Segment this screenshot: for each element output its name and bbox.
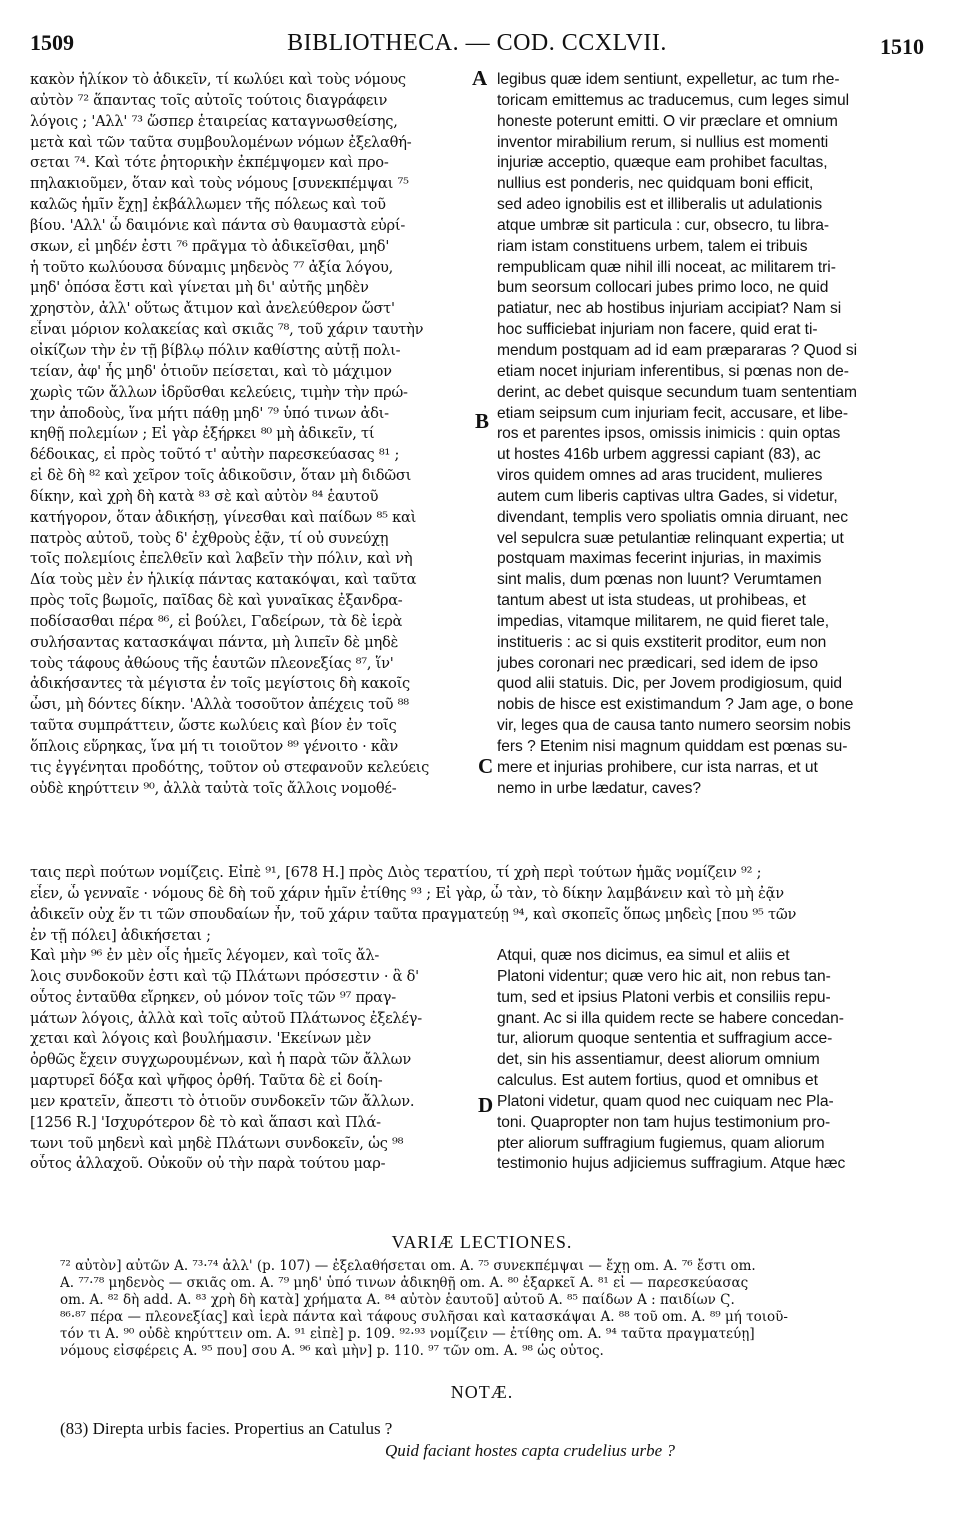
greek-text-line: λοις συνδοκοῦν ἐστι καὶ τῷ Πλάτωνι πρόσεστιν · ἃ δ' (30, 967, 419, 985)
latin-text-line: sed adeo ignobilis est et illiberalis ut adulationis (497, 196, 823, 214)
latin-text-line: divendant, templis vero spoliatis omnia diruant, nec (497, 508, 849, 526)
latin-text-line: inventor mirabilium rerum, si nullius est momenti (497, 133, 829, 151)
latin-text-line: nullius est ponderis, nec quidquam boni efficit, (497, 175, 814, 193)
variant-reading-line: om. A. ⁸² δὴ add. A. ⁸³ χρὴ δὴ κατὰ] χρήματα A. ⁸⁴ αὐτὸν ἑαυτοῦ] αὐτοῦ A. ⁸⁵ παίδων A : παιδίων Ϛ. (60, 1292, 735, 1309)
latin-text-line: patiatur, nec ab hostibus injuriam accipiat? Nam si (497, 300, 842, 318)
latin-text-line: nemo in urbe lædatur, caves? (497, 779, 702, 797)
latin-text-line: viros quidem omnes ad aras trucident, mulieres (497, 467, 823, 485)
latin-text-line: Platoni videntur; quæ vero hic ait, non rebus tan- (497, 967, 831, 985)
latin-text-line: toni. Quapropter non tam hujus testimonium pro- (497, 1113, 831, 1131)
greek-column-top (30, 70, 475, 800)
greek-text-line: αὐτὸν ⁷² ἅπαντας τοῖς αὐτοῖς τούτοις διαγράφειν (30, 91, 388, 109)
greek-text-line: ταις περὶ πούτων νομίζεις. Εἰπὲ ⁹¹, [678 H.] πρὸς Διὸς τερατίου, τί χρὴ περὶ τούτων ἡμᾶς νομίζειν ⁹² ; (30, 864, 762, 881)
greek-text-line: εἶεν, ὦ γενναῖε · νόμους δὲ δὴ τοῦ χάριν ἡμῖν ἐτίθης ⁹³ ; Εἰ γὰρ, ὦ τὰν, τὸ δίκην λαμβάνειν καὶ τὸ μὴ ἐᾷν (30, 884, 784, 902)
greek-text-line: οὗτος ἀλλαχοῦ. Οὐκοῦν οὐ τὴν παρὰ τούτου μαρ- (30, 1155, 386, 1173)
greek-text-line: ταῦτα συμπράττειν, ὥστε κωλύεις καὶ βίον ἐν τοῖς (30, 717, 397, 735)
greek-text-line: ἐν τῇ πόλει] ἀδικήσεται ; (30, 926, 211, 944)
latin-text-line: gnant. Ac si illa quidem recte se habere concedan- (497, 1009, 844, 1027)
latin-text-line: toricam emittemus ac traducemus, cum leges simul (497, 91, 850, 109)
latin-text-line: sint malis, dum pœnas non luunt? Verumtamen (497, 571, 822, 589)
greek-text-line: εἶναι μόριον κολακείας καὶ σκιᾶς ⁷⁸, τοῦ χάριν ταυτὴν (30, 321, 424, 339)
greek-text-line: πηλακιοῦμεν, ὅταν καὶ τοὺς νόμους [συνεκπέμψαι ⁷⁵ (30, 175, 409, 193)
variant-reading-line: νόμους εἰσφέρεις A. ⁹⁵ που] σου A. ⁹⁶ καὶ μὴν] p. 110. ⁹⁷ τῶν om. A. ⁹⁸ ὡς οὗτος. (60, 1343, 604, 1360)
latin-text-line: ut hostes 416b urbem aggressi capiant (83), ac (497, 446, 821, 464)
notae-heading: NOTÆ. (450, 1382, 514, 1402)
latin-text-line: tum, sed et ipsius Platoni verbis et consiliis repu- (497, 988, 831, 1006)
page-number-right: 1510 (880, 34, 924, 59)
latin-text-line: etiam seipsum cum injuriam fecit, accusare, et libe- (497, 404, 848, 422)
greek-column-bottom (30, 946, 475, 1175)
latin-text-line: riam istam constituens urbem, talem ei tribuis (497, 237, 808, 255)
latin-text-line: rempublicam quæ nihil illi noceat, ac militarem tri- (497, 258, 836, 276)
greek-text-line: σεται ⁷⁴. Καὶ τότε ῥητορικὴν ἐκπέμψομεν καὶ προ- (30, 154, 389, 172)
greek-text-line: μάτων λόγοις, ἀλλὰ καὶ τοῖς αὐτοῦ Πλάτωνος ἐξελέγ- (30, 1009, 422, 1027)
variant-reading-line: ⁷² αὐτὸν] αὐτῶν A. ⁷³·⁷⁴ ἀλλ' (p. 107) — ἐξελαθήσεται om. A. ⁷⁵ συνεκπέμψαι — ἔχῃ om. A. ⁷⁶ ἔστι om. (60, 1258, 756, 1274)
greek-text-line: τωνι τοῦ μηδενὶ καὶ μηδὲ Πλάτωνι συνδοκεῖν, ὡς ⁹⁸ (30, 1134, 404, 1152)
latin-text-line: calculus. Est autem fortius, quod et omnibus et (497, 1072, 818, 1090)
greek-text-line: ποδίσασθαι πέρα ⁸⁶, εἰ βούλει, Γαδείρων, τὰ δὲ ἱερὰ (30, 612, 403, 630)
greek-text-line: οἰκίζων τὴν ἐν τῇ βίβλῳ πόλιν καθίστης αὐτῇ πολι- (30, 341, 401, 359)
latin-text-line: quod alii statuis. Dic, per Jovem prodigiosum, quid (497, 675, 843, 693)
latin-text-line: institueris : ac si quis exstiterit proditor, eum non (497, 633, 827, 651)
note-line: (83) Direpta urbis facies. Propertius an Catulus ? (60, 1419, 393, 1438)
greek-text-line: σκων, εἰ μηδέν ἐστι ⁷⁶ πρᾶγμα τὸ ἀδικεῖσθαι, μηδ' (30, 237, 390, 255)
greek-text-line: κηθῇ πολεμίων ; Εἰ γὰρ ἐξήρκει ⁸⁰ μὴ ἀδικεῖν, τί (30, 425, 375, 443)
notae (60, 1418, 940, 1462)
greek-text-line: ὅπλοις εὕρηκας, ἵνα μή τι τοιοῦτον ⁸⁹ γένοιτο · κἂν (30, 738, 399, 755)
greek-text-line: τις ἐγγένηται προδότης, τοῦτον οὐ στεφανοῦν κελεύεις (30, 758, 430, 776)
latin-text-line: hoc sufficiebat injuriam non facere, quid erat ti- (497, 321, 818, 339)
variant-reading-line: ⁸⁶·⁸⁷ πέρα — πλεονεξίας] καὶ ἱερὰ πάντα καὶ τάφους συλῆσαι καὶ κατασκάψαι A. ⁸⁸ τοῦ om. A. ⁸⁹ μή τοιοῦ- (60, 1309, 788, 1326)
greek-text-line: ἀδικήσαντες τὰ μέγιστα ἐν τοῖς μεγίστοις δὴ κακοῖς (30, 675, 410, 693)
greek-text-line: μετὰ καὶ τῶν ταῦτα συμβουλομένων νόμων ἐξελαθή- (30, 133, 412, 151)
latin-text-line: postquam maximas fecerint injurias, in maximis (497, 550, 822, 568)
greek-text-line: βίου. 'Αλλ' ὦ δαιμόνιε καὶ πάντα σὺ θαυμαστὰ εὑρί- (30, 216, 406, 234)
latin-text-line: Platoni videtur, quam quod nec cuiquam nec Pla- (497, 1092, 834, 1110)
latin-text-line: vel sepulcra suæ petulantiæ relinquant expertia; ut (497, 529, 844, 547)
latin-text-line: det, sin his assentiamur, deest aliorum omnium (497, 1051, 820, 1069)
greek-text-line: κατήγορον, ὅταν ἀδικήσῃ, γίνεσθαι καὶ παίδων ⁸⁵ καὶ (30, 508, 417, 526)
greek-text-line: Καὶ μὴν ⁹⁶ ἐν μὲν οἷς ἡμεῖς λέγομεν, καὶ τοῖς ἄλ- (30, 947, 380, 964)
latin-text-line: tantum abest ut ista studeas, ut prohibeas, et (497, 592, 806, 610)
greek-text-line: οὗτος ἐνταῦθα εἴρηκεν, οὐ μόνον τοῖς τῶν ⁹⁷ πραγ- (30, 988, 396, 1006)
greek-text-line: κακὸν ἡλίκον τὸ ἀδικεῖν, τί κωλύει καὶ τοὺς νόμους (30, 71, 406, 88)
latin-text-line: mere et injurias prohibere, cur ista narras, et ut (497, 758, 818, 776)
greek-text-line: την ἀποδοὺς, ἵνα μήτι πάθῃ μηδ' ⁷⁹ ὑπό τινων ἀδι- (30, 404, 389, 422)
greek-text-line: χεται καὶ λόγοις καὶ βουλήμασιν. 'Εκείνων μὲν (30, 1030, 371, 1048)
latin-text-line: impedias, vitamque militarem, ne quid fieret tale, (497, 612, 830, 630)
greek-text-line: ἡ τοῦτο κωλύουσα δύναμις μηδενὸς ⁷⁷ ἀξία λόγου, (30, 258, 394, 276)
greek-text-line: μεν κρατεῖν, ἄπεστι τὸ ὁτιοῦν συνδοκεῖν τῶν ἄλλων. (30, 1092, 415, 1110)
page-number-left: 1509 (30, 30, 74, 55)
margin-letter-b: B (475, 409, 490, 433)
latin-text-line: atque umbræ sit particula : cur, obsecro, tu libra- (497, 216, 830, 234)
latin-text-line: autem cum liberis captivas ultra Gades, si videtur, (497, 487, 838, 505)
latin-column-top (497, 70, 937, 800)
greek-text-line: Δία τοὺς μὲν ἐν ἡλικίᾳ πάντας κατακόψαι, καὶ ταῦτα (30, 571, 417, 589)
margin-letter-c: C (478, 754, 494, 778)
variant-reading-line: τόν τι A. ⁹⁰ οὐδὲ κηρύττειν om. A. ⁹¹ εἰπὲ] p. 109. ⁹²·⁹³ νομίζειν — ἐτίθης om. A. ⁹⁴ ταῦτα πραγματεύῃ] (60, 1326, 755, 1343)
page-header (30, 30, 924, 66)
greek-text-line: καλῶς ἡμῖν ἔχῃ] ἐκβάλλωμεν τῆς πόλεως καὶ τοῦ (30, 196, 386, 214)
greek-text-line: πρὸς τοῖς βωμοῖς, παῖδας δὲ καὶ γυναῖκας ἐξανδρα- (30, 592, 403, 610)
greek-text-line: μαρτυρεῖ δόξα καὶ ψῆφος ὀρθή. Ταῦτα δὲ εἰ δοίη- (30, 1072, 383, 1090)
greek-text-line: ἀδικεῖν οὐχ ἕν τι τῶν σπουδαίων ἦν, τοῦ χάριν ταῦτα πραγματεύῃ ⁹⁴, καὶ σκοπεῖς ὅπως μηδεὶς [που ⁹⁵ τῶν (30, 905, 797, 923)
variae-lectiones (60, 1258, 940, 1361)
greek-text-line: δέδοικας, εἰ πρὸς τοῦτό τ' αὐτὴν παρεσκεύασας ⁸¹ ; (30, 446, 400, 464)
greek-fullwidth-text (30, 863, 936, 946)
margin-letter-d: D (478, 1093, 494, 1117)
latin-text-line: fers ? Etenim nisi magnum quiddam est pœnas su- (497, 738, 848, 755)
greek-text-line: τοῖς πολεμίοις ἐπελθεῖν καὶ λαβεῖν τὴν πόλιν, καὶ νὴ (30, 550, 413, 568)
latin-text-line: Atqui, quæ nos dicimus, ea simul et aliis et (497, 947, 790, 964)
greek-text-line: δίκην, καὶ χρὴ δὴ κατὰ ⁸³ σὲ καὶ αὐτὸν ⁸⁴ ἑαυτοῦ (30, 487, 379, 505)
latin-text-line: derint, ac debet quisque secundum tuam sententiam (497, 383, 857, 401)
variant-reading-line: A. ⁷⁷·⁷⁸ μηδενὸς — σκιᾶς om. A. ⁷⁹ μηδ' ὑπό τινων ἀδικηθῇ om. A. ⁸⁰ ἐξαρκεῖ A. ⁸¹ εἰ — παρεσκεύασας (60, 1275, 749, 1292)
latin-text-line: jubes coronari nec prædicari, sed idem de ipso (497, 654, 819, 672)
greek-text-line: λόγοις ; 'Αλλ' ⁷³ ὥσπερ ἑταιρείας καταγνωσθείσης, (30, 112, 398, 130)
latin-text-line: nobis de hisce est existimandum ? Jam age, o bone (497, 696, 854, 714)
note-quote-line: Quid faciant hostes capta crudelius urbe ? (385, 1441, 675, 1460)
greek-text-line: [1256 R.] 'Ισχυρότερον δὲ τὸ καὶ ἅπασι καὶ Πλά- (30, 1113, 381, 1131)
margin-letter-a: A (472, 66, 488, 90)
greek-text-line: ὀρθῶς ἔχειν συγχωρουμένων, καὶ ἡ παρὰ τῶν ἄλλων (30, 1051, 411, 1069)
latin-text-line: ros et parentes ipsos, omissis inimicis : quin optas (497, 425, 841, 443)
greek-text-line: τοὺς τάφους ἀθώους τῆς ἑαυτῶν πλεονεξίας ⁸⁷, ἵν' (30, 654, 394, 672)
greek-text-line: πατρὸς αὐτοῦ, τοὺς δ' ἐχθροὺς ἐᾷν, τί οὐ συνεύχῃ (30, 529, 389, 547)
greek-text-line: τείαν, ἀφ' ἧς μηδ' ὁτιοῦν πείσεται, καὶ τὸ μάχιμον (30, 362, 392, 380)
latin-text-line: vir, leges qua de causa tanto numero seorsim nobis (497, 717, 851, 735)
latin-column-bottom (497, 946, 937, 1175)
latin-text-line: legibus quæ idem sentiunt, expelletur, ac tum rhe- (497, 71, 840, 88)
greek-text-line: συλήσαντας κατασκάψαι πάντα, μὴ λιπεῖν δὲ μηδὲ (30, 633, 399, 651)
latin-text-line: honeste poterunt emitti. O vir præclare et omnium (497, 112, 838, 130)
latin-text-line: pter aliorum suffragium fugiemus, quam aliorum (497, 1134, 825, 1152)
latin-text-line: tur, aliorum quoque sententia et suffragium acce- (497, 1030, 833, 1048)
latin-text-line: etiam nocet injuriam inferentibus, si pœnas non de- (497, 362, 849, 380)
latin-text-line: injuriæ acceptio, quæque eam prohibet facultas, (497, 154, 828, 172)
variae-lectiones-heading: VARIÆ LECTIONES. (391, 1232, 573, 1252)
greek-text-line: χωρὶς τῶν ἄλλων ἱδρῦσθαι κελεύεις, τιμὴν τὴν πρώ- (30, 383, 408, 401)
latin-text-line: testimonio hujus adjiciemus suffragium. Atque hæc (497, 1155, 846, 1173)
latin-text-line: bum seorsum collocari jubes primo loco, ne quid (497, 279, 829, 297)
greek-text-line: μηδ' ὁπόσα ἔστι καὶ γίνεται μὴ δι' αὐτῆς μηδὲν (30, 279, 369, 297)
greek-text-line: χρηστὸν, ἀλλ' οὕτως ἄτιμον καὶ ἀνελεύθερον ὥστ' (30, 300, 395, 318)
greek-text-line: εἰ δὲ δὴ ⁸² καὶ χεῖρον τοῖς ἀδικοῦσιν, ὅταν μὴ διδῶσι (30, 467, 412, 485)
greek-text-line: ὦσι, μὴ δόντες δίκην. 'Αλλὰ τοσοῦτον ἀπέχεις τοῦ ⁸⁸ (30, 696, 409, 714)
latin-text-line: mendum postquam ad id eam præpararas ? Quod si (497, 341, 858, 359)
running-title: BIBLIOTHECA. — COD. CCXLVII. (287, 30, 667, 56)
greek-text-line: οὐδὲ κηρύττειν ⁹⁰, ἀλλὰ ταὐτὰ τοῖς ἄλλοις νομοθέ- (30, 779, 397, 797)
